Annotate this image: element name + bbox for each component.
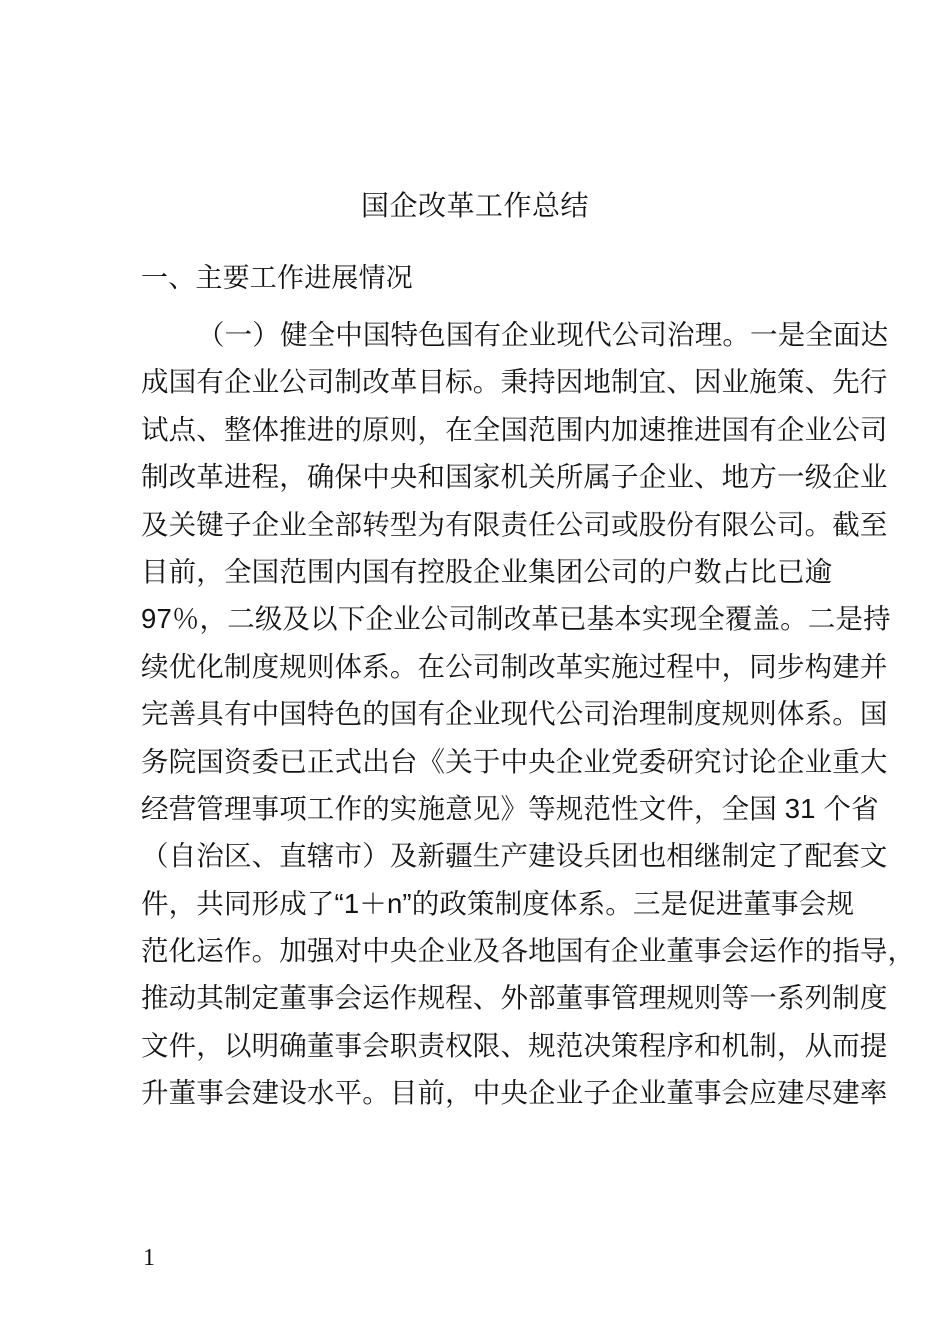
body-line: 范化运作。加强对中央企业及各地国有企业董事会运作的指导， <box>141 935 916 967</box>
body-line: （自治区、直辖市）及新疆生产建设兵团也相继制定了配套文 <box>141 840 888 872</box>
body-line: 试点、整体推进的原则，在全国范围内加速推进国有企业公司 <box>141 413 888 445</box>
body-line: 制改革进程，确保中央和国家机关所属子企业、地方一级企业 <box>141 461 888 493</box>
document-title: 国企改革工作总结 <box>360 190 589 221</box>
body-line: 务院国资委已正式出台《关于中央企业党委研究讨论企业重大 <box>141 745 888 777</box>
body-line: （一）健全中国特色国有企业现代公司治理。一是全面达 <box>197 319 889 350</box>
page-number: 1 <box>143 1245 155 1271</box>
body-line: 件，共同形成了“1＋n”的政策制度体系。三是促进董事会规 <box>141 887 855 919</box>
body-line: 文件，以明确董事会职责权限、规范决策程序和机制，从而提 <box>141 1029 888 1061</box>
body-line: 及关键子企业全部转型为有限责任公司或股份有限公司。截至 <box>141 508 888 540</box>
section-heading-1: 一、主要工作进展情况 <box>141 263 413 293</box>
body-line: 成国有企业公司制改革目标。秉持因地制宜、因业施策、先行 <box>141 366 888 398</box>
body-line: 升董事会建设水平。目前，中央企业子企业董事会应建尽建率 <box>141 1077 888 1109</box>
body-line: 目前，全国范围内国有控股企业集团公司的户数占比已逾 <box>141 555 833 587</box>
body-text-block <box>141 311 916 1117</box>
body-line: 97％，二级及以下企业公司制改革已基本实现全覆盖。二是持 <box>141 603 891 635</box>
body-line: 经营管理事项工作的实施意见》等规范性文件，全国 31 个省 <box>141 792 879 824</box>
body-line: 续优化制度规则体系。在公司制改革实施过程中，同步构建并 <box>141 650 888 682</box>
body-line: 完善具有中国特色的国有企业现代公司治理制度规则体系。国 <box>141 698 888 730</box>
body-line: 推动其制定董事会运作规程、外部董事管理规则等一系列制度 <box>141 982 888 1014</box>
